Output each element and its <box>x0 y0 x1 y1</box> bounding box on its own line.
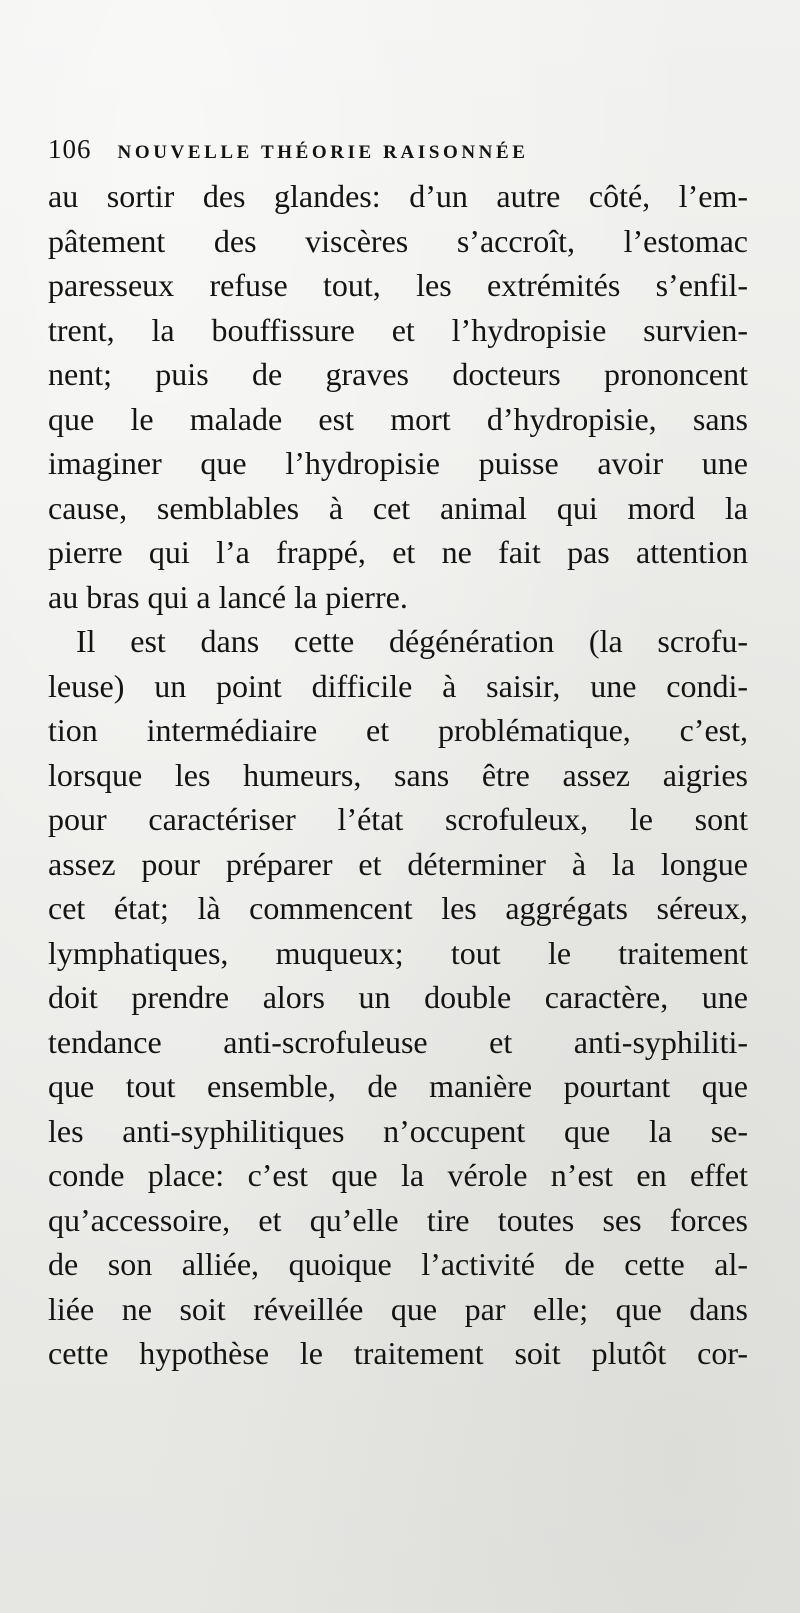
page-number: 106 <box>48 134 92 164</box>
text-line: cette hypothèse le traitement soit plutôt cor- <box>48 1335 748 1371</box>
text-line: nent; puis de graves docteurs prononcent <box>48 356 748 392</box>
text-line: que tout ensemble, de manière pourtant que <box>48 1068 748 1104</box>
text-line: imaginer que l’hydropisie puisse avoir une <box>48 445 748 481</box>
text-line: Il est dans cette dégénération (la scrofu- <box>76 623 748 659</box>
paragraph-2 <box>48 619 748 1376</box>
text-line: tion intermédiaire et problématique, c’est, <box>48 712 748 748</box>
text-line: trent, la bouffissure et l’hydropisie survien- <box>48 311 748 348</box>
text-line: paresseux refuse tout, les extrémités s’enfil- <box>48 267 748 303</box>
text-line: pâtement des viscères s’accroît, l’estomac <box>48 222 748 259</box>
text-line: cet état; là commencent les aggrégats séreux, <box>48 890 748 926</box>
text-line: lorsque les humeurs, sans être assez aigries <box>48 756 748 793</box>
text-line: doit prendre alors un double caractère, une <box>48 979 748 1015</box>
text-line: conde place: c’est que la vérole n’est en effet <box>48 1157 748 1193</box>
text-line: qu’accessoire, et qu’elle tire toutes ses forces <box>48 1201 748 1238</box>
text-line: au sortir des glandes: d’un autre côté, l’em- <box>48 178 748 214</box>
text-line: liée ne soit réveillée que par elle; que dans <box>48 1290 748 1327</box>
text-line: pierre qui l’a frappé, et ne fait pas attention <box>48 534 748 570</box>
text-line: lymphatiques, muqueux; tout le traitement <box>48 934 748 971</box>
page-header <box>48 134 748 164</box>
text-body <box>48 174 748 1376</box>
paragraph-1 <box>48 174 748 619</box>
text-line: que le malade est mort d’hydropisie, sans <box>48 400 748 437</box>
text-line: de son alliée, quoique l’activité de cette al- <box>48 1246 748 1282</box>
text-line: tendance anti-scrofuleuse et anti-syphiliti- <box>48 1023 748 1060</box>
text-line: leuse) un point difficile à saisir, une condi- <box>48 667 748 704</box>
text-line: assez pour préparer et déterminer à la longue <box>48 845 748 882</box>
text-line: au bras qui a lancé la pierre. <box>48 578 408 615</box>
text-line: cause, semblables à cet animal qui mord la <box>48 489 748 526</box>
text-line: les anti-syphilitiques n’occupent que la se- <box>48 1112 748 1149</box>
text-line: pour caractériser l’état scrofuleux, le sont <box>48 801 748 837</box>
running-title: NOUVELLE THÉORIE RAISONNÉE <box>117 142 529 163</box>
